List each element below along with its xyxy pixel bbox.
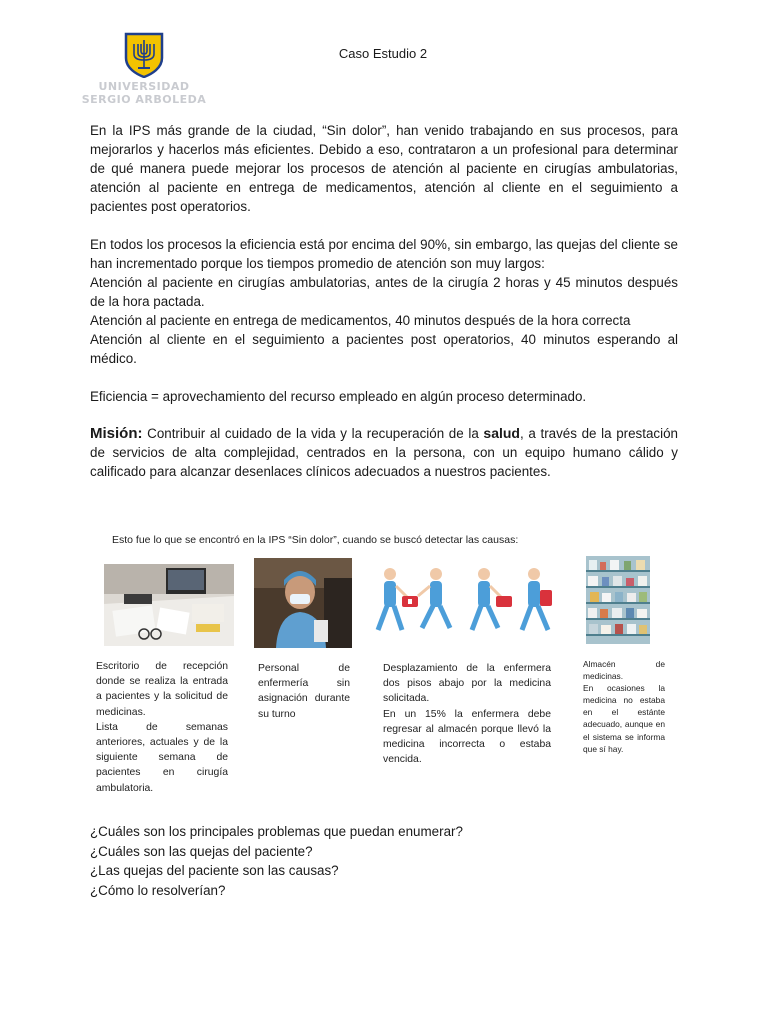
reception-desk-photo [104,564,234,646]
medicine-storage-photo [586,556,650,644]
mission-text [90,424,678,481]
question-2: ¿Cuáles son las quejas del paciente? [90,843,313,859]
caption-storage [583,658,665,755]
caption-walking [383,661,551,767]
university-logo [78,32,210,112]
intro-paragraph [90,121,678,216]
caption-reception-line-1: Escritorio de recepción donde se realiza la entrada a pacientes y la solicitud de medicinas. [96,661,228,718]
question-4: ¿Cómo lo resolverían? [90,882,226,898]
times-line-4: Atención al cliente en el seguimiento a pacientes post operatorios, 40 minutos esperando al médico. [90,332,678,366]
document-title: Caso Estudio 2 [338,46,428,61]
questions-list [90,822,650,900]
university-name [78,80,210,106]
question-3: ¿Las quejas del paciente son las causas? [90,863,339,879]
caption-storage-line-1: Almacén de medicinas. [583,659,665,682]
causes-figure [88,524,672,794]
nurse-photo [254,558,352,648]
caption-walking-line-2: En un 15% la enfermera debe regresar al almacén porque llevó la medicina incorrecta o estaba vencida. [383,708,551,766]
walking-nurses-illustration [372,564,562,656]
caption-reception-line-2: Lista de semanas anteriores, actuales y de la siguiente semana de pacientes en cirugía ambulatoria. [96,721,228,794]
mission-text-before: Contribuir al cuidado de la vida y la recuperación de la [142,426,484,441]
times-line-1: En todos los procesos la eficiencia está por encima del 90%, sin embargo, las quejas del cliente se han incrementado porque los tiempos promedio de atención son muy largos: [90,237,678,271]
mission-bold-word: salud [483,425,520,441]
caption-nurse [258,661,350,722]
caption-reception [96,659,228,796]
intro-text: En la IPS más grande de la ciudad, “Sin dolor”, han venido trabajando en sus procesos, para mejorarlos y hacerlos más eficientes. Debido a eso, contrataron a un profesional para determinar de qué manera puede mejorar los procesos de atención al paciente en cirugías ambulatorias, atención al paciente en entrega de medicamentos, atención al cliente en el seguimiento a pacientes post operatorios. [90,123,678,214]
university-name-line-1: UNIVERSIDAD [98,80,190,93]
times-paragraph [90,235,678,368]
efficiency-text: Eficiencia = aprovechamiento del recurso empleado en algún proceso determinado. [90,389,587,404]
mission-label: Misión: [90,425,143,442]
shield-icon [124,32,164,78]
caption-nurse-line-1: Personal de enfermería sin asignación durante su turno [258,663,350,720]
university-name-line-2: SERGIO ARBOLEDA [81,93,207,106]
caption-walking-line-1: Desplazamiento de la enfermera dos pisos abajo por la medicina solicitada. [383,663,551,705]
times-line-2: Atención al paciente en cirugías ambulatorias, antes de la cirugía 2 horas y 45 minutos después de la hora pactada. [90,275,678,309]
question-1: ¿Cuáles son los principales problemas que puedan enumerar? [90,824,463,839]
times-line-3: Atención al paciente en entrega de medicamentos, 40 minutos después de la hora correcta [90,313,631,328]
mission-paragraph [90,424,678,481]
figure-heading: Esto fue lo que se encontró en la IPS “Sin dolor”, cuando se buscó detectar las causas: [112,534,519,546]
mission-text-after: , a través de la prestación de servicios de alta complejidad, centrados en la persona, con un equipo humano cálido y calificado para alcanzar desenlaces clínicos adecuados a nuestros pacientes. [90,426,678,479]
efficiency-definition [90,387,678,406]
caption-storage-line-2: En ocasiones la medicina no estaba en el estánte adecuado, aunque en el sistema se informa que sí hay. [583,683,665,754]
